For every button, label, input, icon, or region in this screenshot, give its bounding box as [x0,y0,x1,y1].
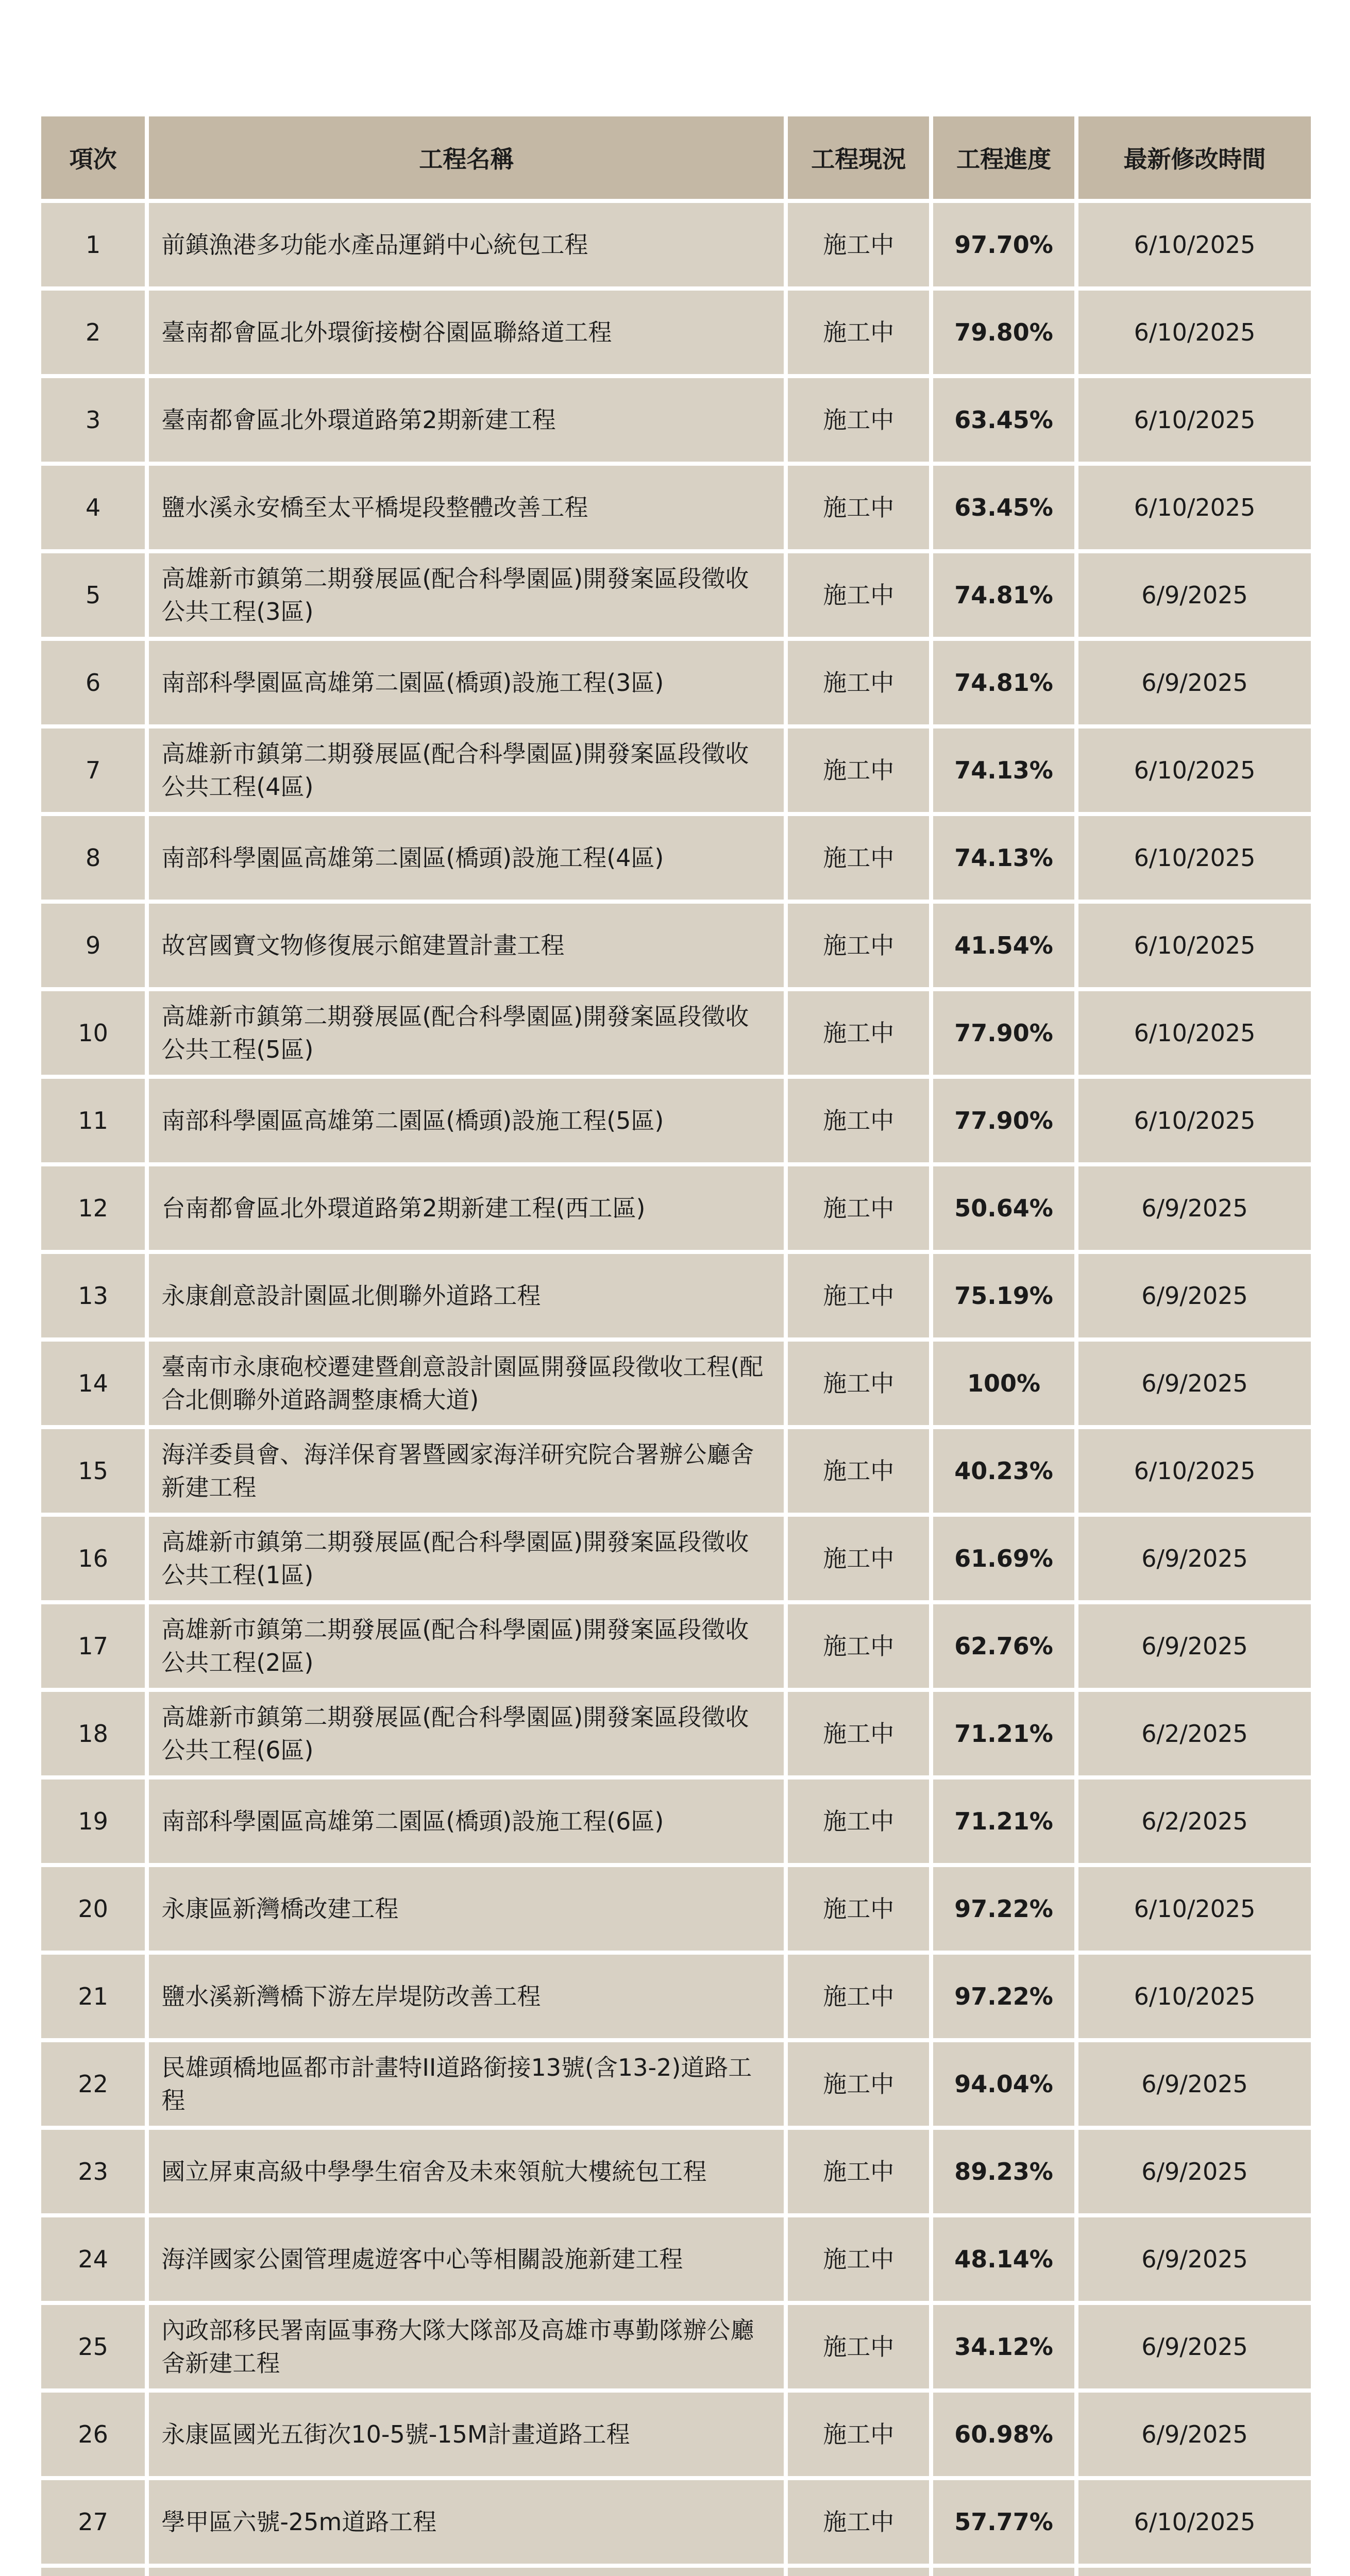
cell-project-name: 臺南都會區北外環銜接樹谷園區聯絡道工程 [149,291,784,374]
cell-project-name: 國立屏東高級中學學生宿舍及未來領航大樓統包工程 [149,2130,784,2213]
cell-project-name: 高雄新市鎮第二期發展區(配合科學園區)開發案區段徵收公共工程(3區) [149,553,784,637]
cell-project-name: 高雄新市鎮第二期發展區(配合科學園區)開發案區段徵收公共工程(4區) [149,728,784,812]
table-row [41,2217,1311,2301]
cell-progress: 63.45% [933,466,1074,549]
cell-status: 施工中 [788,1166,929,1250]
table-row [41,1254,1311,1337]
cell-progress: 74.13% [933,728,1074,812]
cell-status: 施工中 [788,1342,929,1425]
cell-progress [933,2568,1074,2576]
cell-status: 施工中 [788,466,929,549]
cell-status: 施工中 [788,641,929,724]
cell-status: 施工中 [788,2217,929,2301]
cell-last-modified: 6/9/2025 [1078,1342,1311,1425]
cell-progress: 97.70% [933,203,1074,286]
cell-item-no: 24 [41,2217,145,2301]
header-progress: 工程進度 [933,116,1074,199]
cell-item-no: 18 [41,1692,145,1775]
cell-item-no: 4 [41,466,145,549]
cell-status: 施工中 [788,2393,929,2476]
cell-progress: 77.90% [933,1079,1074,1162]
cell-last-modified: 6/9/2025 [1078,2217,1311,2301]
cell-project-name: 民雄頭橋地區都市計畫特II道路銜接13號(含13-2)道路工程 [149,2042,784,2126]
table-row [41,203,1311,286]
cell-last-modified [1078,2568,1311,2576]
table-row [41,1692,1311,1775]
cell-status: 施工中 [788,2305,929,2388]
cell-last-modified: 6/10/2025 [1078,466,1311,549]
table-row [41,1429,1311,1513]
cell-progress: 77.90% [933,991,1074,1075]
cell-last-modified: 6/10/2025 [1078,378,1311,462]
cell-project-name: 鹽水溪新灣橋下游左岸堤防改善工程 [149,1955,784,2038]
table-row [41,1342,1311,1425]
cell-status: 施工中 [788,1517,929,1600]
cell-project-name [149,2568,784,2576]
cell-last-modified: 6/2/2025 [1078,1692,1311,1775]
cell-item-no: 3 [41,378,145,462]
header-item-no: 項次 [41,116,145,199]
cell-last-modified: 6/10/2025 [1078,1955,1311,2038]
cell-project-name: 故宮國寶文物修復展示館建置計畫工程 [149,904,784,987]
cell-project-name: 南部科學園區高雄第二園區(橋頭)設施工程(6區) [149,1780,784,1863]
cell-progress: 34.12% [933,2305,1074,2388]
cell-item-no: 13 [41,1254,145,1337]
cell-progress: 79.80% [933,291,1074,374]
cell-item-no: 8 [41,816,145,900]
cell-project-name: 高雄新市鎮第二期發展區(配合科學園區)開發案區段徵收公共工程(2區) [149,1604,784,1688]
cell-last-modified: 6/9/2025 [1078,2042,1311,2126]
cell-item-no: 11 [41,1079,145,1162]
cell-project-name: 臺南都會區北外環道路第2期新建工程 [149,378,784,462]
cell-last-modified: 6/10/2025 [1078,1867,1311,1951]
cell-project-name: 海洋委員會、海洋保育署暨國家海洋研究院合署辦公廳舍新建工程 [149,1429,784,1513]
cell-last-modified: 6/10/2025 [1078,904,1311,987]
cell-item-no: 17 [41,1604,145,1688]
table-row [41,2130,1311,2213]
cell-item-no: 12 [41,1166,145,1250]
cell-item-no: 20 [41,1867,145,1951]
cell-status: 施工中 [788,2042,929,2126]
cell-progress: 97.22% [933,1867,1074,1951]
cell-status: 施工中 [788,378,929,462]
cell-project-name: 海洋國家公園管理處遊客中心等相關設施新建工程 [149,2217,784,2301]
table-row [41,1955,1311,2038]
table-row [41,291,1311,374]
cell-status: 施工中 [788,904,929,987]
table-row [41,1517,1311,1600]
cell-status: 施工中 [788,816,929,900]
cell-project-name: 南部科學園區高雄第二園區(橋頭)設施工程(4區) [149,816,784,900]
cell-progress: 48.14% [933,2217,1074,2301]
table-row [41,991,1311,1075]
cell-progress: 100% [933,1342,1074,1425]
cell-last-modified: 6/9/2025 [1078,641,1311,724]
table-row [41,1166,1311,1250]
cell-project-name: 南部科學園區高雄第二園區(橋頭)設施工程(3區) [149,641,784,724]
cell-progress: 74.81% [933,553,1074,637]
cell-item-no: 1 [41,203,145,286]
table-row [41,1867,1311,1951]
table-row [41,1604,1311,1688]
cell-project-name: 台南都會區北外環道路第2期新建工程(西工區) [149,1166,784,1250]
cell-last-modified: 6/2/2025 [1078,1780,1311,1863]
cell-project-name: 前鎮漁港多功能水產品運銷中心統包工程 [149,203,784,286]
cell-project-name: 高雄新市鎮第二期發展區(配合科學園區)開發案區段徵收公共工程(6區) [149,1692,784,1775]
cell-last-modified: 6/9/2025 [1078,553,1311,637]
cell-progress: 89.23% [933,2130,1074,2213]
cell-status: 施工中 [788,1604,929,1688]
cell-status: 施工中 [788,291,929,374]
header-project-name: 工程名稱 [149,116,784,199]
cell-project-name: 南部科學園區高雄第二園區(橋頭)設施工程(5區) [149,1079,784,1162]
project-progress-table [37,112,1315,2576]
cell-project-name: 永康區國光五街次10-5號-15M計畫道路工程 [149,2393,784,2476]
project-progress-table-container [41,116,1311,2576]
header-last-modified: 最新修改時間 [1078,116,1311,199]
table-row [41,2480,1311,2564]
cell-progress: 40.23% [933,1429,1074,1513]
cell-last-modified: 6/9/2025 [1078,1604,1311,1688]
cell-status: 施工中 [788,2480,929,2564]
cell-status: 施工中 [788,1079,929,1162]
table-row [41,466,1311,549]
table-row [41,2568,1311,2576]
cell-item-no: 10 [41,991,145,1075]
cell-status: 施工中 [788,1429,929,1513]
cell-progress: 71.21% [933,1780,1074,1863]
table-row [41,2393,1311,2476]
cell-item-no: 21 [41,1955,145,2038]
table-row [41,2042,1311,2126]
cell-progress: 61.69% [933,1517,1074,1600]
cell-progress: 62.76% [933,1604,1074,1688]
cell-progress: 57.77% [933,2480,1074,2564]
cell-progress: 74.81% [933,641,1074,724]
table-row [41,1780,1311,1863]
cell-last-modified: 6/10/2025 [1078,291,1311,374]
table-body [41,203,1311,2576]
cell-item-no: 25 [41,2305,145,2388]
cell-item-no: 22 [41,2042,145,2126]
cell-last-modified: 6/10/2025 [1078,2480,1311,2564]
table-row [41,728,1311,812]
cell-progress: 63.45% [933,378,1074,462]
cell-item-no: 27 [41,2480,145,2564]
table-row [41,553,1311,637]
cell-item-no: 7 [41,728,145,812]
cell-item-no: 9 [41,904,145,987]
cell-project-name: 永康區新灣橋改建工程 [149,1867,784,1951]
cell-last-modified: 6/10/2025 [1078,1429,1311,1513]
cell-project-name: 高雄新市鎮第二期發展區(配合科學園區)開發案區段徵收公共工程(1區) [149,1517,784,1600]
cell-last-modified: 6/10/2025 [1078,728,1311,812]
cell-last-modified: 6/9/2025 [1078,2130,1311,2213]
cell-last-modified: 6/10/2025 [1078,1079,1311,1162]
cell-project-name: 內政部移民署南區事務大隊大隊部及高雄市專勤隊辦公廳舍新建工程 [149,2305,784,2388]
cell-project-name: 鹽水溪永安橋至太平橋堤段整體改善工程 [149,466,784,549]
cell-item-no [41,2568,145,2576]
table-row [41,378,1311,462]
cell-last-modified: 6/9/2025 [1078,2393,1311,2476]
cell-item-no: 16 [41,1517,145,1600]
cell-status: 施工中 [788,553,929,637]
cell-last-modified: 6/10/2025 [1078,991,1311,1075]
cell-last-modified: 6/9/2025 [1078,1254,1311,1337]
cell-item-no: 23 [41,2130,145,2213]
cell-status [788,2568,929,2576]
cell-progress: 74.13% [933,816,1074,900]
header-status: 工程現況 [788,116,929,199]
cell-progress: 75.19% [933,1254,1074,1337]
cell-item-no: 15 [41,1429,145,1513]
cell-progress: 41.54% [933,904,1074,987]
cell-item-no: 19 [41,1780,145,1863]
table-row [41,816,1311,900]
cell-status: 施工中 [788,991,929,1075]
cell-project-name: 高雄新市鎮第二期發展區(配合科學園區)開發案區段徵收公共工程(5區) [149,991,784,1075]
table-row [41,641,1311,724]
table-row [41,2305,1311,2388]
cell-item-no: 26 [41,2393,145,2476]
cell-project-name: 臺南市永康砲校遷建暨創意設計園區開發區段徵收工程(配合北側聯外道路調整康橋大道) [149,1342,784,1425]
cell-last-modified: 6/9/2025 [1078,1166,1311,1250]
cell-item-no: 14 [41,1342,145,1425]
cell-progress: 60.98% [933,2393,1074,2476]
cell-status: 施工中 [788,203,929,286]
cell-last-modified: 6/10/2025 [1078,203,1311,286]
cell-progress: 50.64% [933,1166,1074,1250]
cell-last-modified: 6/9/2025 [1078,2305,1311,2388]
cell-progress: 71.21% [933,1692,1074,1775]
table-row [41,1079,1311,1162]
cell-progress: 97.22% [933,1955,1074,2038]
cell-project-name: 學甲區六號-25m道路工程 [149,2480,784,2564]
cell-status: 施工中 [788,1692,929,1775]
cell-item-no: 5 [41,553,145,637]
cell-last-modified: 6/9/2025 [1078,1517,1311,1600]
table-header-row [41,116,1311,199]
cell-project-name: 永康創意設計園區北側聯外道路工程 [149,1254,784,1337]
cell-status: 施工中 [788,1780,929,1863]
cell-item-no: 2 [41,291,145,374]
cell-progress: 94.04% [933,2042,1074,2126]
cell-last-modified: 6/10/2025 [1078,816,1311,900]
cell-status: 施工中 [788,1955,929,2038]
cell-status: 施工中 [788,728,929,812]
cell-status: 施工中 [788,1254,929,1337]
table-row [41,904,1311,987]
cell-status: 施工中 [788,1867,929,1951]
cell-status: 施工中 [788,2130,929,2213]
cell-item-no: 6 [41,641,145,724]
